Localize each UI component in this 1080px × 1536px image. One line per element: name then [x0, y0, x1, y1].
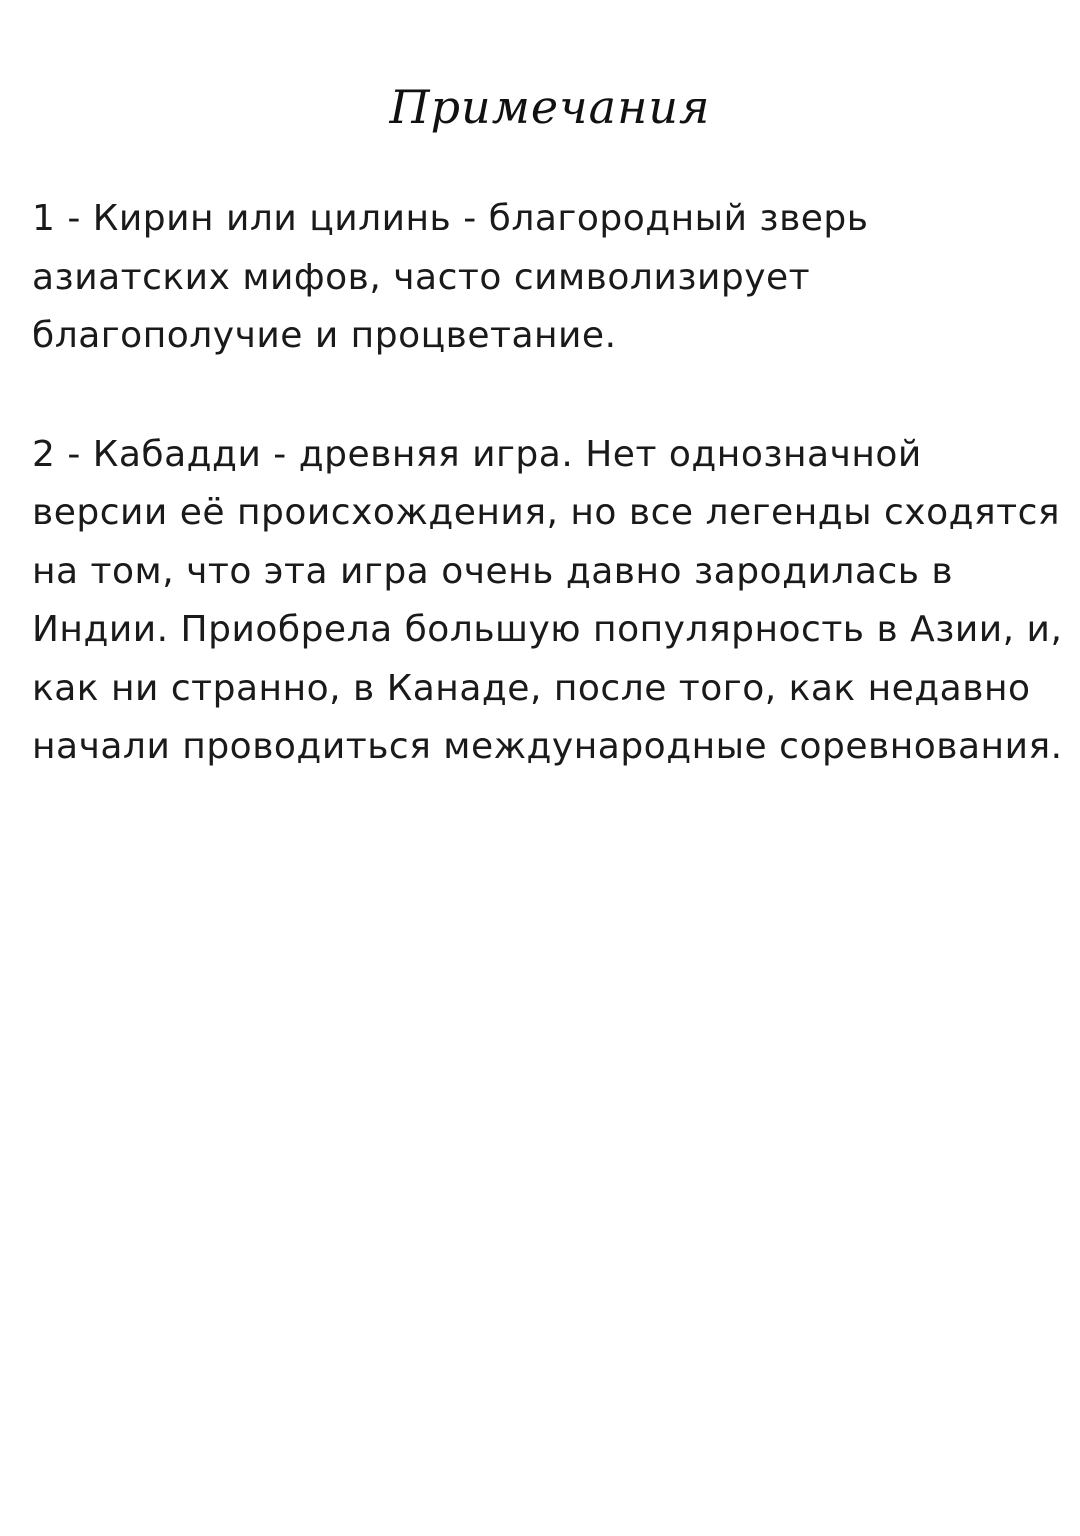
page-title: Примечания — [389, 80, 711, 134]
note-line: Индии. Приобрела большую популярность в Азии, и, — [32, 609, 1063, 650]
note-1 — [32, 190, 1060, 366]
note-line: 1 - Кирин или цилинь - благородный зверь — [32, 198, 869, 239]
note-line: 2 - Кабадди - древняя игра. Нет однозначной — [32, 433, 922, 475]
note-line: на том, что эта игра очень давно зародилась в — [32, 550, 954, 592]
note-line: азиатских мифов, часто символизирует — [32, 256, 811, 298]
notes-list — [32, 190, 1063, 837]
note-line: как ни странно, в Канаде, после того, как недавно — [32, 667, 1031, 709]
note-line: начали проводиться международные соревнования. — [32, 726, 1063, 767]
note-line: благополучие и процветание. — [32, 315, 617, 356]
note-line: версии её происхождения, но все легенды сходятся — [32, 492, 1061, 533]
note-2 — [32, 426, 1063, 777]
